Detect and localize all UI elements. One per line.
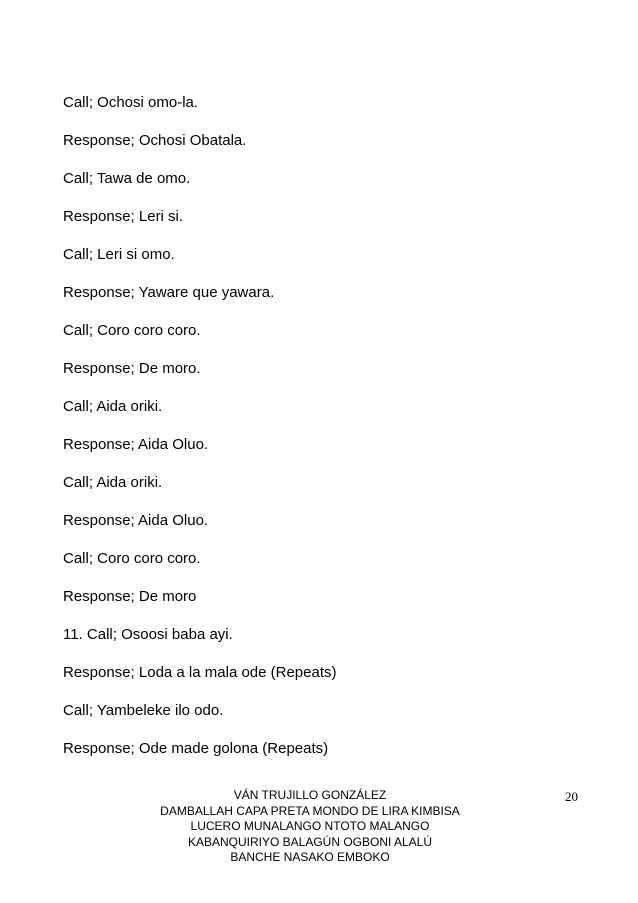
song-line: Call; Tawa de omo.	[63, 170, 191, 187]
song-line: Call; Coro coro coro.	[63, 322, 201, 339]
page-number: 20	[565, 789, 578, 804]
footer-author: VÁN TRUJILLO GONZÁLEZ	[233, 788, 387, 802]
song-line: 11. Call; Osoosi baba ayi.	[63, 626, 233, 643]
footer-line: KABANQUIRIYO BALAGÚN OGBONI ALALÚ	[187, 834, 433, 849]
song-line: Response; Loda a la mala ode (Repeats)	[63, 664, 337, 681]
song-line: Response; De moro	[63, 588, 197, 605]
song-line: Call; Aida oriki.	[63, 474, 163, 491]
song-lines	[63, 94, 583, 778]
song-line: Response; Aida Oluo.	[63, 436, 209, 453]
song-line: Response; De moro.	[63, 360, 201, 377]
song-line: Response; Aida Oluo.	[63, 512, 209, 529]
footer-line: BANCHE NASAKO EMBOKO	[230, 850, 390, 864]
song-line: Response; Ode made golona (Repeats)	[63, 740, 329, 757]
song-line: Call; Coro coro coro.	[63, 550, 201, 567]
footer-line: LUCERO MUNALANGO NTOTO MALANGO	[190, 819, 430, 833]
page-footer	[0, 788, 620, 866]
song-line: Call; Yambeleke ilo odo.	[63, 702, 224, 719]
song-line: Response; Ochosi Obatala.	[63, 132, 247, 149]
song-line: Response; Yaware que yawara.	[63, 284, 275, 301]
footer-line: DAMBALLAH CAPA PRETA MONDO DE LIRA KIMBISA	[160, 803, 460, 818]
song-line: Call; Ochosi omo-la.	[63, 94, 199, 111]
song-line: Response; Leri si.	[63, 208, 184, 225]
song-line: Call; Leri si omo.	[63, 246, 175, 263]
song-line: Call; Aida oriki.	[63, 398, 163, 415]
